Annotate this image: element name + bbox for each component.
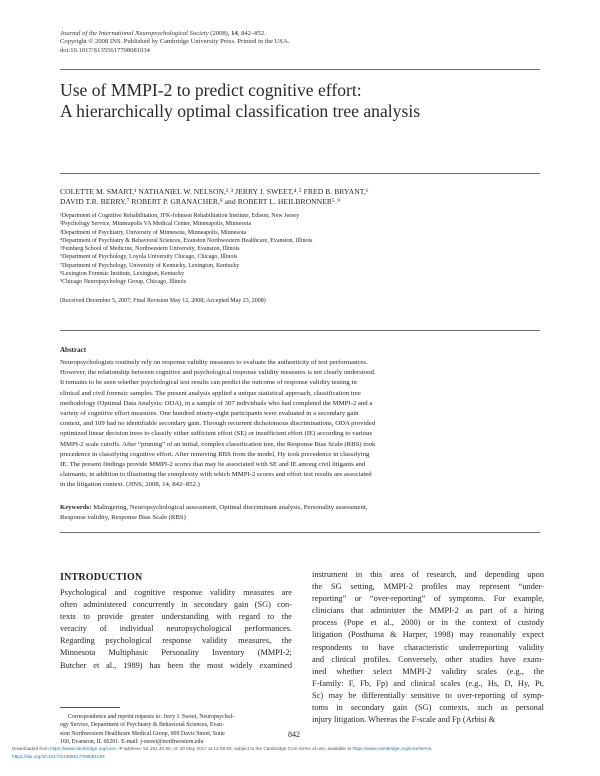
body-line: Regarding psychological response validity measures, the	[60, 636, 292, 646]
abstract-rule	[60, 330, 540, 331]
footer-prefix: Downloaded from	[12, 746, 51, 751]
author-line-2: DAVID T.R. BERRY,⁷ ROBERT P. GRANACHER,⁸ and ROBERT L. HEILBRONNER⁵˒⁹	[60, 197, 340, 207]
abstract-body	[60, 358, 540, 491]
affiliation-item: ⁴Department of Psychiatry & Behavioral Sciences, Evanston Northwestern Healthcare, Evanston, Illinois	[60, 237, 313, 244]
affiliation-item: ⁸Lexington Forensic Institute, Lexington, Kentucky	[60, 271, 185, 278]
footer-line-1	[12, 745, 592, 753]
body-line: instrument in this area of research, and depending upon	[312, 570, 544, 579]
doi-line: doi:10.1017/S1355617708081034	[60, 46, 150, 54]
abstract-line: context, and 109 had no identifiable secondary gain. Through recurrent dichotomous discriminations, ODA provided	[60, 420, 376, 428]
body-line: and clinical profiles. Conversely, other studies have exam-	[312, 654, 544, 664]
header-rule	[60, 69, 540, 70]
terms-link[interactable]: https://www.cambridge.org/core/terms	[352, 746, 432, 751]
received-dates: (Received December 5, 2007; Final Revision May 12, 2008; Accepted May 23, 2008)	[60, 298, 266, 304]
author-line-1: COLETTE M. SMART,¹ NATHANIEL W. NELSON,²˒³ JERRY J. SWEET,⁴˒⁵ FRED B. BRYANT,⁶	[60, 187, 369, 196]
journal-header	[60, 30, 540, 55]
page-number: 842	[288, 730, 300, 739]
article-title	[60, 80, 540, 122]
keywords-label: Keywords:	[60, 504, 92, 511]
correspondence-note	[60, 713, 294, 746]
body-line: F-family: F, Fb, Fp) and clinical scales (e.g., Hs, D, Hy, Pt,	[312, 678, 544, 688]
abstract-line: clinical and civil forensic samples. The present analysis applied a unique statistical approach, classification tree	[60, 389, 361, 397]
journal-volume: 14	[231, 30, 238, 37]
affiliation-item: ⁹Chicago Neuropsychology Group, Chicago, Illinois	[60, 279, 187, 286]
introduction-heading: INTRODUCTION	[60, 572, 143, 583]
abstract-line: claimants, in addition to illustrating the complexity with which MMPI-2 scores and effort test results are associated	[60, 471, 372, 479]
footer-middle: . IP address: 54.191.40.80, on 30 May 2017 at 14:09:55, subject to the Cambridge Core terms of use, available at	[115, 746, 353, 751]
affiliation-item: ³Department of Psychiatry, University of Minnesota, Minneapolis, Minnesota	[60, 229, 247, 236]
affiliation-item: ⁵Feinberg School of Medicine, Northwestern University, Evanston, Illinois	[60, 246, 240, 253]
title-line-2: A hierarchically optimal classification tree analysis	[60, 101, 421, 121]
abstract-heading: Abstract	[60, 346, 87, 354]
body-line: ined whether select MMPI-2 validity scales (e.g., the	[312, 666, 544, 676]
footnote-rule	[60, 707, 120, 708]
body-column-left	[60, 587, 292, 672]
abstract-line: optimized linear decision trees to classify either sufficient effort (SE) or insufficient effort (IE) according to various	[60, 430, 373, 438]
correspondence-line: 160, Evanston, IL 60201. E-mail: j-sweet@northwestern.edu	[60, 738, 204, 745]
affiliation-item: ⁷Department of Psychology, University of Kentucky, Lexington, Kentucky	[60, 262, 240, 269]
download-footer	[12, 745, 592, 762]
body-line: toms in secondary gain (SG) contexts, such as personal	[312, 703, 544, 713]
body-line: veracity of individual neuropsychological performances.	[60, 624, 292, 634]
body-line: Butcher et al., 1989) has been the most widely examined	[60, 660, 292, 670]
abstract-line: variety of cognitive effort measures. One hundred ninety-eight participants were evaluated in a secondary gain	[60, 410, 359, 418]
copyright-line: Copyright © 2008 INS. Published by Cambridge University Press. Printed in the USA.	[60, 38, 290, 46]
body-line: litigation (Posthuma & Harper, 1998) may reasonably expect	[312, 630, 544, 640]
title-line-1: Use of MMPI-2 to predict cognitive effort:	[60, 80, 362, 100]
journal-name: Journal of the International Neuropsychological Society	[60, 30, 209, 37]
journal-citation	[60, 30, 540, 38]
abstract-line: However, the relationship between cognitive and psychological response validity measures is not clearly understood.	[60, 369, 376, 377]
body-line: Sc) may be differentially sensitive to over-reporting of symp-	[312, 690, 544, 700]
abstract-line: in the litigation context. (JINS, 2008, 14, 842–852.)	[60, 481, 200, 489]
affiliation-item: ⁶Department of Psychology, Loyola University Chicago, Chicago, Illinois	[60, 254, 238, 261]
abstract-line: MMPI-2 scale cutoffs. After “pruning” of an initial, complex classification tree, the Response Bias Scale (RBS) took	[60, 440, 376, 448]
body-line: injury litigation. Whereas the F-scale and Fp (Arbisi &	[312, 715, 496, 725]
abstract-line: Neuropsychologists routinely rely on response validity measures to evaluate the authenticity of test performances.	[60, 359, 368, 366]
cambridge-core-link[interactable]: https://www.cambridge.org/core	[50, 746, 116, 751]
body-line: clinicians that administer the MMPI-2 as part of a hiring	[312, 606, 544, 616]
abstract-line: IE. The present findings provide MMPI-2 scores that may be associated with SE and IE among civil litigants and	[60, 461, 366, 469]
body-line: the SG setting, MMPI-2 profiles may represent “under-	[312, 582, 544, 592]
body-line: Psychological and cognitive response validity measures are	[60, 588, 292, 597]
correspondence-line: Correspondence and reprint requests to: Jerry J. Sweet, Neuropsychol-	[68, 714, 235, 720]
keywords-line-2: Response validity, Response Bias Scale (RBS)	[60, 514, 186, 521]
body-line: reporting” or “over-reporting” of symptoms. For example,	[312, 594, 544, 604]
affiliation-list	[60, 212, 540, 287]
keywords-line-1	[60, 503, 540, 513]
body-line: respondents to have characteristic underreporting validity	[312, 642, 544, 652]
abstract-line: methodology (Optimal Data Analysis: ODA), in a sample of 307 individuals who had completed the MMPI-2 and a	[60, 399, 373, 407]
body-line: Minnesota Multiphasic Personality Inventory (MMPI-2;	[60, 648, 292, 658]
author-list	[60, 187, 540, 207]
keywords	[60, 503, 540, 523]
correspondence-line: ston Northwestern Healthcare Medical Group, 909 Davis Street, Suite	[60, 730, 225, 737]
body-column-right	[312, 569, 544, 726]
doi-link[interactable]: https://doi.org/10.1017/S1355617708081034	[12, 754, 105, 760]
keywords-text-1: Malingering, Neuropsychological assessment, Optimal discriminant analysis, Personality assessment,	[93, 504, 368, 511]
title-rule	[60, 173, 540, 174]
journal-pages: , 842–852.	[237, 30, 266, 37]
body-line: often administered concurrently in secondary gain (SG) con-	[60, 600, 292, 610]
abstract-line: It remains to be seen whether psychological test results can predict the outcome of response validity testing in	[60, 379, 357, 387]
affiliation-item: ²Psychology Service, Minneapolis VA Medical Center, Minneapolis, Minnesota	[60, 221, 251, 228]
keywords-rule	[60, 532, 540, 533]
body-line: process (Pope et al., 2000) or in the context of custody	[312, 618, 544, 628]
footer-end: .	[431, 746, 433, 751]
affiliation-item: ¹Department of Cognitive Rehabilitation, JFK-Johnson Rehabilitation Institute, Edison, New Jersey	[60, 213, 300, 219]
journal-year: (2008),	[208, 30, 232, 37]
body-line: texts to provide greater understanding with regard to the	[60, 612, 292, 622]
abstract-line: precedence in classifying cognitive effort. After removing RBS from the model, Hy took precedence in classifying	[60, 450, 370, 458]
correspondence-line: ogy Service, Department of Psychiatry & Behavioral Sciences, Evan-	[60, 722, 224, 729]
